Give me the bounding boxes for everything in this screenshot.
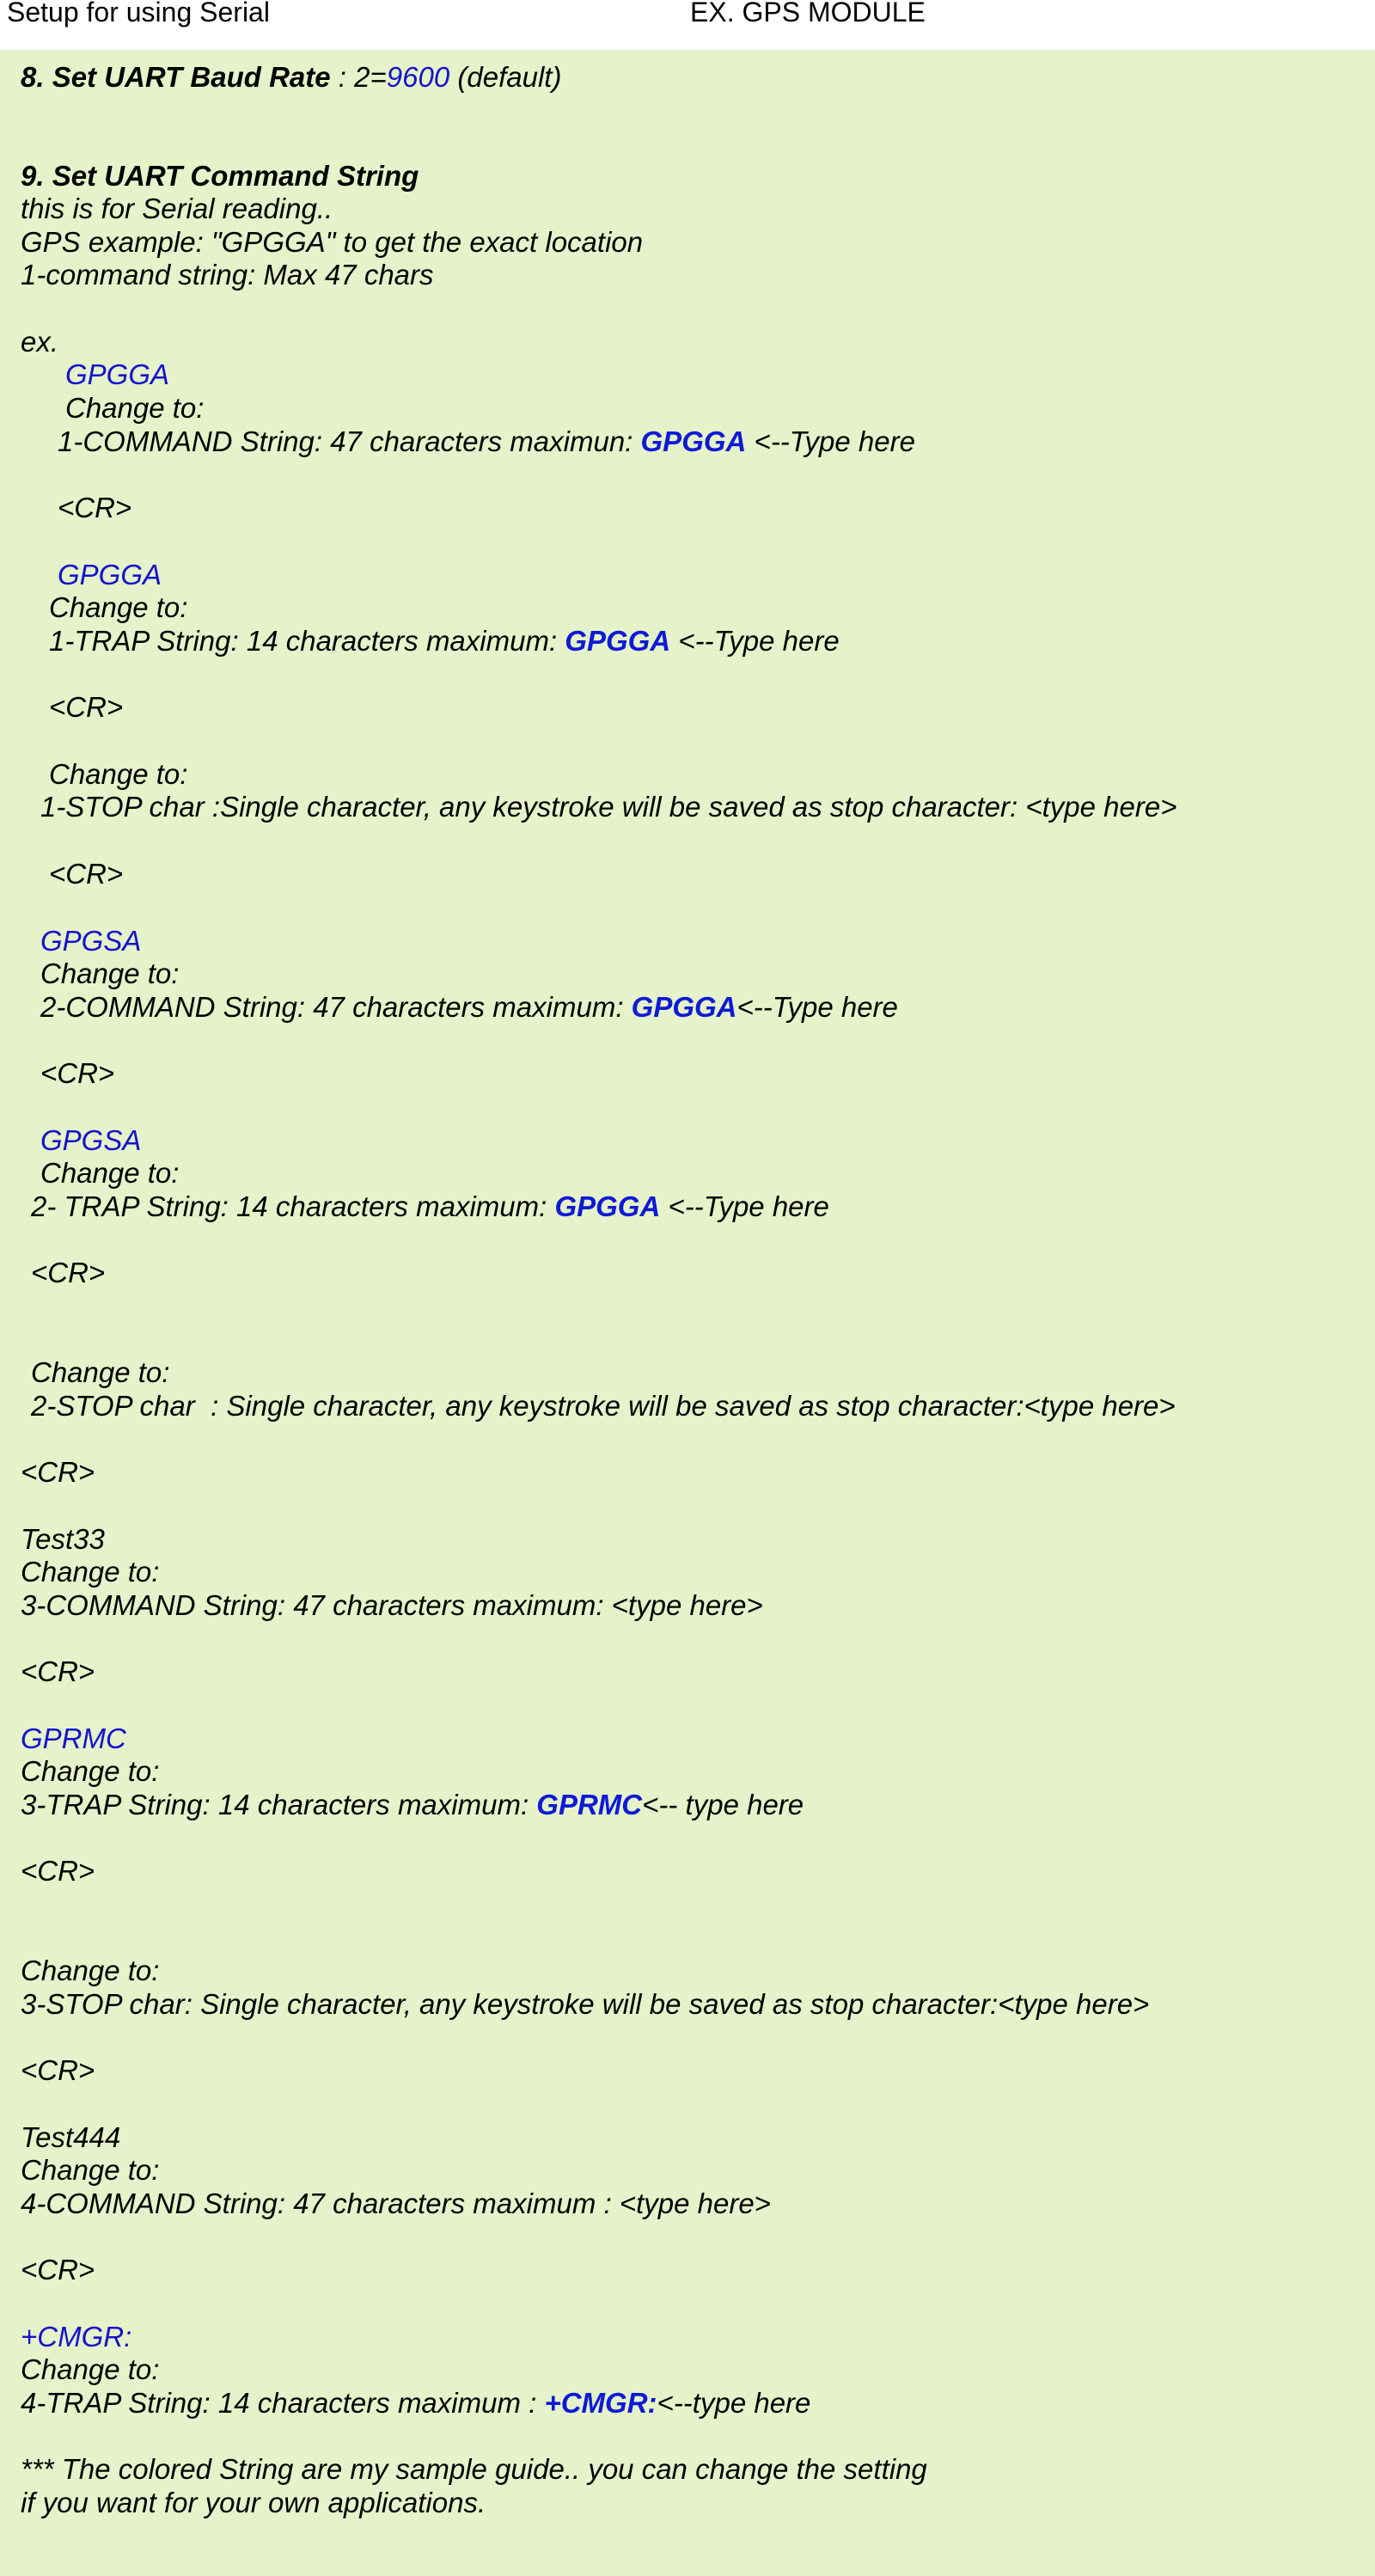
line-text: <--Type here (670, 625, 840, 657)
line-text: 3-STOP char: Single character, any keystroke will be saved as stop character:<type here> (21, 1988, 1150, 2020)
sample-value: +CMGR: (21, 2321, 132, 2353)
text-line (21, 325, 58, 359)
sample-value: GPGSA (40, 1124, 142, 1156)
header-title-left: Setup for using Serial (7, 0, 270, 28)
text-line (21, 2153, 159, 2187)
line-text: <-- type here (642, 1789, 804, 1820)
text-line (21, 192, 333, 226)
highlighted-value: GPRMC (536, 1789, 643, 1820)
text-line (21, 1588, 763, 1623)
text-line (21, 1987, 1149, 2022)
line-text: <CR> (49, 858, 124, 890)
line-text: *** The colored String are my sample guide.. you can change the setting (21, 2453, 927, 2485)
line-text: <CR> (40, 1057, 115, 1089)
line-text: : 2= (330, 61, 387, 93)
line-text: <--Type here (736, 991, 898, 1023)
text-line (21, 225, 643, 260)
line-text: 2-COMMAND String: 47 characters maximum: (40, 991, 632, 1023)
line-text: Change to: (21, 2154, 160, 2186)
section-heading: 8. Set UART Baud Rate (21, 61, 331, 93)
line-text: 1-STOP char :Single character, any keystroke will be saved as stop character: <type here> (40, 791, 1177, 823)
line-text: <CR> (21, 2254, 95, 2285)
line-text: <CR> (21, 1655, 95, 1687)
text-line (49, 757, 187, 792)
line-text: 4-TRAP String: 14 characters maximum : (21, 2387, 545, 2419)
text-line (31, 1190, 829, 1224)
line-text: Change to: (40, 958, 180, 989)
line-text: 1-COMMAND String: 47 characters maximun: (58, 425, 641, 457)
text-line (21, 2120, 120, 2155)
text-line (21, 1555, 159, 1589)
header-title-center: EX. GPS MODULE (690, 0, 926, 28)
line-text: GPS example: "GPGGA" to get the exact location (21, 226, 644, 258)
text-line (21, 1522, 105, 1557)
line-text: <--type here (657, 2387, 811, 2419)
line-text: Change to: (21, 2353, 160, 2385)
line-text: Change to: (21, 1955, 160, 1986)
line-text: 3-COMMAND String: 47 characters maximum: <type here> (21, 1589, 763, 1621)
text-line (21, 1788, 804, 1822)
line-text: Change to: (40, 1157, 180, 1189)
line-text: Test33 (21, 1523, 105, 1555)
sample-value: GPGGA (65, 358, 170, 390)
text-line (21, 1854, 95, 1888)
text-line (21, 159, 419, 193)
line-text: 1-TRAP String: 14 characters maximum: (49, 625, 565, 657)
text-line (58, 425, 915, 459)
text-line (21, 2187, 771, 2221)
text-line (31, 1256, 105, 1290)
text-line (21, 2486, 486, 2520)
line-text: if you want for your own applications. (21, 2487, 486, 2518)
line-text: 4-COMMAND String: 47 characters maximum : <type here> (21, 2187, 771, 2219)
line-text: <CR> (58, 492, 132, 523)
sample-value: GPGSA (40, 925, 142, 957)
line-text: Change to: (49, 758, 188, 790)
line-text: 3-TRAP String: 14 characters maximum: (21, 1789, 537, 1820)
text-line (21, 1455, 95, 1490)
text-line (31, 1389, 1176, 1423)
sample-value: 9600 (386, 61, 450, 93)
text-line (40, 924, 141, 958)
section-heading: 9. Set UART Command String (21, 160, 419, 192)
text-line (49, 624, 840, 658)
highlighted-value: +CMGR: (544, 2387, 657, 2419)
text-line (21, 2053, 95, 2088)
document-body (0, 50, 1375, 2576)
highlighted-value: GPGGA (640, 425, 747, 457)
line-text: (default) (449, 61, 562, 93)
text-line (40, 790, 1177, 824)
text-line (21, 1754, 159, 1789)
text-line (21, 2452, 927, 2487)
line-text: Change to: (65, 392, 205, 424)
line-text: <CR> (31, 1257, 106, 1288)
line-text: 2- TRAP String: 14 characters maximum: (31, 1190, 555, 1222)
text-line (40, 1156, 179, 1190)
text-line (21, 258, 434, 292)
text-line (21, 60, 561, 95)
text-line (65, 391, 204, 425)
text-line (21, 1954, 159, 1988)
text-line (40, 990, 898, 1025)
text-line (21, 2353, 159, 2387)
text-line (49, 590, 187, 625)
line-text: <CR> (49, 691, 124, 723)
line-text: <CR> (21, 1855, 95, 1887)
highlighted-value: GPGGA (631, 991, 737, 1023)
line-text: <--Type here (660, 1190, 829, 1222)
line-text: Change to: (21, 1556, 160, 1588)
text-line (21, 2320, 131, 2354)
text-line (49, 857, 123, 891)
line-text: <--Type here (746, 425, 915, 457)
text-line (58, 558, 162, 592)
line-text: Change to: (21, 1755, 160, 1787)
highlighted-value: GPGGA (554, 1190, 661, 1222)
text-line (31, 1355, 169, 1390)
line-text: <CR> (21, 1456, 95, 1488)
text-line (49, 690, 123, 725)
text-line (58, 491, 131, 525)
highlighted-value: GPGGA (565, 625, 671, 657)
line-text: 2-STOP char : Single character, any keystroke will be saved as stop character:<type here> (31, 1390, 1176, 1422)
line-text: 1-command string: Max 47 chars (21, 259, 434, 291)
text-line (40, 1123, 141, 1158)
sample-value: GPGGA (58, 559, 162, 590)
line-text: Change to: (49, 591, 188, 623)
line-text: this is for Serial reading.. (21, 193, 333, 224)
text-line (40, 957, 179, 991)
text-line (21, 1655, 95, 1689)
text-line (21, 1722, 126, 1756)
text-line (21, 2386, 810, 2420)
line-text: Change to: (31, 1356, 170, 1388)
text-line (65, 358, 169, 392)
sample-value: GPRMC (21, 1722, 126, 1754)
page-header (0, 0, 1375, 50)
line-text: ex. (21, 326, 59, 358)
text-line (40, 1056, 114, 1091)
line-text: Test444 (21, 2121, 121, 2153)
line-text: <CR> (21, 2054, 95, 2086)
text-line (21, 2253, 95, 2287)
